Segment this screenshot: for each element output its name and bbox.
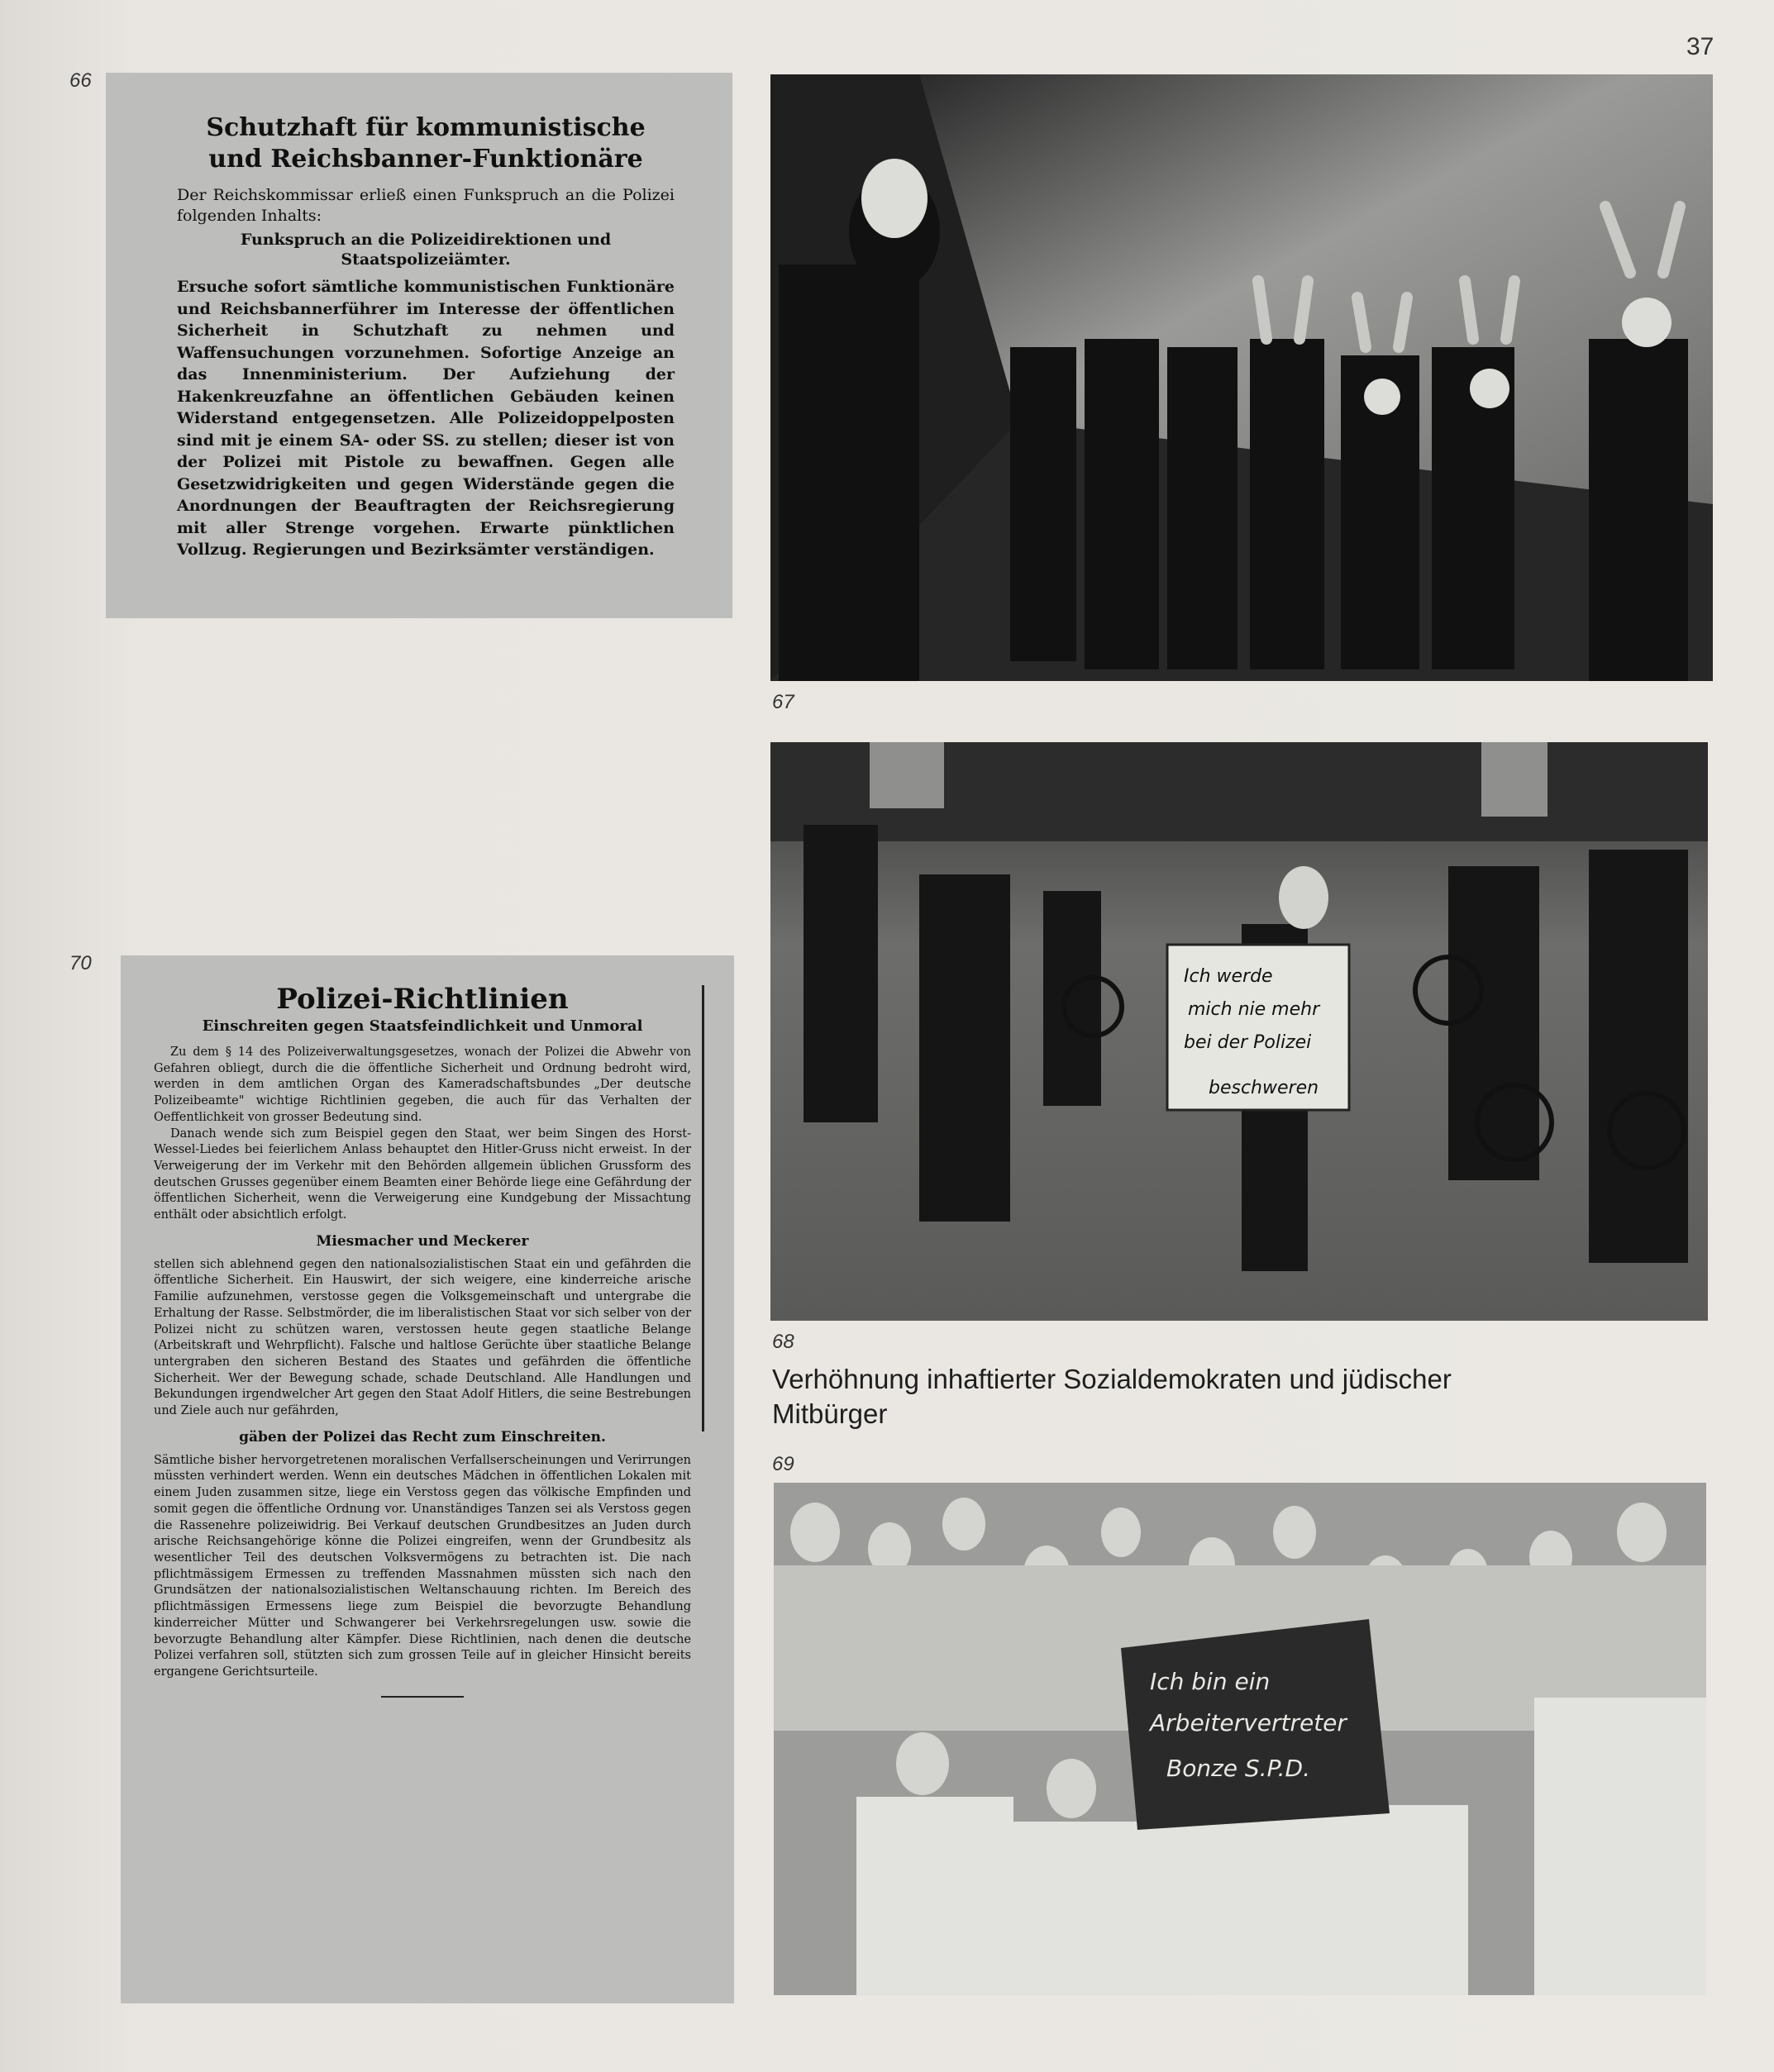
clipping-paragraph-4: Sämtliche bisher hervorgetretenen moralischen Verfallserscheinungen und Verirrungen müssten verhindert werden. Wenn ein deutsches Mädchen in öffentlichen Lokalen mit einem Juden zusammen sitze, liege ein Verstoss gegen das völkische Empfinden und somit gegen die öffentliche Ordnung vor. Unanständiges Tanzen sei als Verstoss gegen die Rassenehre polizeiwidrig. Bei Verkauf deutschen Grundbesitzes an Juden durch arische Reichsangehörige könne die Polizei eingreifen, wenn der Grundbesitz als wesentlicher Teil des deutschen Volksvermögens zu betrachten ist. Die nach pflichtmässigem Ermessen zu treffenden Massnahmen müssten sich nach den Grundsätzen der nationalsozialistischen Weltanschauung richten. Im Bereich des pflichtmässigen Ermessens liege zum Beispiel die bevorzugte Behandlung kinderreicher Mütter und Schwangerer bei Verkehrsregelungen usw. sowie die bevorzugte Behandlung alter Kämpfer. Diese Richtlinien, nach denen die deutsche Polizei verfahren soll, stützten sich zum grossen Teile auf in gleicher Hinsicht bereits ergangene Gerichtsurteile. [154, 1453, 691, 1679]
figure-number-67: 67 [772, 691, 794, 713]
banner-line-1: Ich bin ein [1150, 1668, 1271, 1695]
protest-sign-line-3: bei der Polizei [1184, 1032, 1312, 1053]
clipping-section-heading-2: gäben der Polizei das Recht zum Einschreiten. [239, 1428, 606, 1446]
clipping-paragraph-3: stellen sich ablehnend gegen den nationalsozialistischen Staat ein und gefährden die öffentliche Sicherheit. Ein Hauswirt, der sich weigere, eine kinderreiche arische Familie aufzunehmen, verstosse gegen die Volksgemeinschaft und untergrabe die Erhaltung der Rasse. Selbstmörder, die im liberalistischen Staat vor sich selber von der Polizei nicht zu schützen waren, verstossen heute gegen staatliche Belange (Arbeitskraft und Wehrpflicht). Falsche und haltlose Gerüchte über staatliche Belange untergraben den sicheren Bestand des Staates und gefährden die öffentliche Sicherheit. Wer der Bewegung schade, schade Deutschland. Alle Handlungen und Bekundungen irgendwelcher Art gegen den Staat Adolf Hitlers, die seine Bestrebungen und Ziele auch nur gefährden, [154, 1257, 691, 1418]
protest-sign-line-1: Ich werde [1184, 966, 1273, 987]
figure-number-70: 70 [69, 952, 92, 974]
page-number: 37 [1686, 33, 1714, 60]
protest-sign-line-2: mich nie mehr [1188, 999, 1320, 1020]
clipping-body: Ersuche sofort sämtliche kommunistischen Funktionäre und Reichsbannerführer im Interesse der öffentlichen Sicherheit in Schutzhaft zu nehmen und Waffensuchungen vorzunehmen. Sofortige Anzeige an das Innenministerium. Der Aufziehung der Hakenkreuzfahne an öffentlichen Gebäuden keinen Widerstand entgegensetzen. Alle Polizeidoppelposten sind mit je einem SA- oder SS. zu stellen; dieser ist von der Polizei mit Pistole zu bewaffnen. Gegen alle Gesetzwidrigkeiten und gegen Widerstände gegen die Anordnungen der Beauftragten der Reichsregierung mit aller Strenge vorgehen. Erwarte pünktlichen Vollzug. Regierungen und Bezirksämter verständigen. [177, 278, 675, 559]
newspaper-clipping-70 [121, 955, 734, 2003]
banner-line-3: Bonze S.P.D. [1166, 1755, 1310, 1782]
end-rule [381, 1696, 464, 1698]
clipping-headline: Polizei-Richtlinien [276, 983, 569, 1016]
clipping-paragraph-2: Danach wende sich zum Beispiel gegen den Staat, wer beim Singen des Horst-Wessel-Liedes bei feierlichem Anlass behauptet den Hitler-Gruss nicht erweist. In der Verweigerung der im Verkehr mit den Behörden allgemein üblichen Grussform des deutschen Grusses gegenüber einem Beamten einer Behörde liege eine Gefährdung der öffentlichen Sicherheit, wenn die Verweigerung eine Kundgebung der Missachtung enthält oder absichtlich erfolgt. [154, 1127, 691, 1222]
figure-number-66: 66 [69, 69, 92, 92]
clipping-intro: Der Reichskommissar erließ einen Funkspruch an die Polizei folgenden Inhalts: [177, 186, 675, 225]
clipping-paragraph-1: Zu dem § 14 des Polizeiverwaltungsgesetzes, wonach der Polizei die Abwehr von Gefahren obliegt, durch die die öffentliche Sicherheit und Ordnung bedroht wird, werden in dem amtlichen Organ des Kameradschaftsbundes „Der deutsche Polizeibeamte" wichtige Richtlinien gegeben, die auch für das Verhalten der Oeffentlichkeit von grosser Bedeutung sind. [154, 1046, 691, 1124]
photo-68-street-march [770, 742, 1708, 1321]
clipping-subhead: Einschreiten gegen Staatsfeindlichkeit und Unmoral [202, 1017, 643, 1035]
figure-number-69: 69 [772, 1453, 794, 1475]
photo-68-caption: Verhöhnung inhaftierter Sozialdemokraten und jüdischer Mitbürger [772, 1364, 1452, 1429]
photo-67-arrest-at-wall [770, 74, 1713, 681]
figure-number-68: 68 [772, 1331, 794, 1353]
protest-sign-line-4: beschweren [1209, 1078, 1319, 1098]
newspaper-clipping-66 [106, 73, 732, 618]
column-rule [702, 985, 704, 1431]
clipping-section-heading-1: Miesmacher und Meckerer [316, 1232, 529, 1250]
clipping-subhead: Funkspruch an die Polizeidirektionen und Staatspolizeiämter. [240, 231, 612, 269]
photo-69-prisoners-with-banner [774, 1483, 1706, 1995]
banner-line-2: Arbeitervertreter [1150, 1709, 1347, 1736]
clipping-headline: Schutzhaft für kommunistische und Reichsbanner-Funktionäre [206, 113, 646, 174]
